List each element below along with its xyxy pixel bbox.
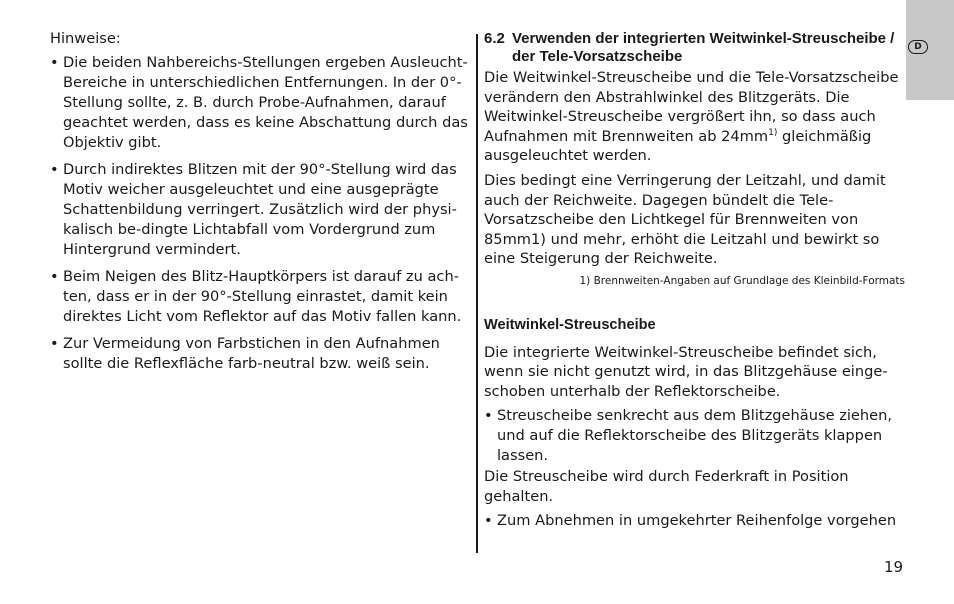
steps-list [484,406,909,465]
intro-text: Die Weitwinkel-Streuscheibe und die Tele-Vorsatzscheibe verändern den Abstrahlwinkel des Blitzgeräts. Die Weitwinkel-Streuscheibe vergrößert ihn, so dass auch Aufnahmen mit Brennweiten ab 24mm [484,69,899,145]
list-item: • Die beiden Nahbereichs-Stellungen ergeben Ausleucht-Bereiche in unterschiedlichen Entfernungen. In der 0°-Stellung sollte, z. B. durch Probe-Aufnahmen, darauf geachtet werden, dass es keine Abschattung durch das Objektiv gibt. [50,53,470,153]
footnote: 1) Brennweiten-Angaben auf Grundlage des Kleinbild-Formats [579,274,905,287]
language-badge: D [908,40,928,54]
right-column [484,30,909,533]
list-item: • Zur Vermeidung von Farbstichen in den Aufnahmen sollte die Reflexfläche farb-neutral bzw. weiß sein. [50,334,470,374]
intro-paragraph [484,68,909,166]
section-heading [484,30,909,66]
notes-list [50,53,470,374]
column-divider [476,34,478,553]
left-column [50,29,470,381]
spring-paragraph: Die Streuscheibe wird durch Federkraft in Position gehalten. [484,468,849,505]
subheading: Weitwinkel-Streuscheibe [484,316,656,333]
section-title: Verwenden der integrierten Weitwinkel-Streuscheibe / der Tele-Vorsatzscheibe [512,30,895,65]
notes-label: Hinweise: [50,30,121,47]
reach-paragraph: Dies bedingt eine Verringerung der Leitzahl, und damit auch der Reichweite. Dagegen bündelt die Tele-Vorsatzscheibe den Lichtkegel für Brennweiten von 85mm1) und mehr, erhöht die Leitzahl und bewirkt so eine Steigerung der Reichweite. [484,171,886,268]
footnote-marker: 1) [768,127,778,138]
list-item: • Zum Abnehmen in umgekehrter Reihenfolge vorgehen [484,511,909,531]
page-number: 19 [884,558,904,576]
diffuser-paragraph: Die integrierte Weitwinkel-Streuscheibe befindet sich, wenn sie nicht genutzt wird, in das Blitzgehäuse einge-schoben unterhalb der Reflektorscheibe. [484,343,888,400]
intro-text-tail: gleichmäßig ausgeleuchtet werden. [484,127,872,165]
removal-list [484,511,909,531]
list-item: • Durch indirektes Blitzen mit der 90°-Stellung wird das Motiv weicher ausgeleuchtet und eine ausgeprägte Schattenbildung verringert. Zusätzlich wird der physi-kalisch be-dingte Lichtabfall vom Vordergrund zum Hintergrund vermindert. [50,160,470,260]
list-item: • Streuscheibe senkrecht aus dem Blitzgehäuse ziehen, und auf die Reflektorscheibe des Blitzgeräts klappen lassen. [484,406,909,465]
list-item: • Beim Neigen des Blitz-Hauptkörpers ist darauf zu ach-ten, dass er in der 90°-Stellung einrastet, damit kein direktes Licht vom Reflektor auf das Motiv fallen kann. [50,267,470,327]
section-number: 6.2 [484,30,505,47]
